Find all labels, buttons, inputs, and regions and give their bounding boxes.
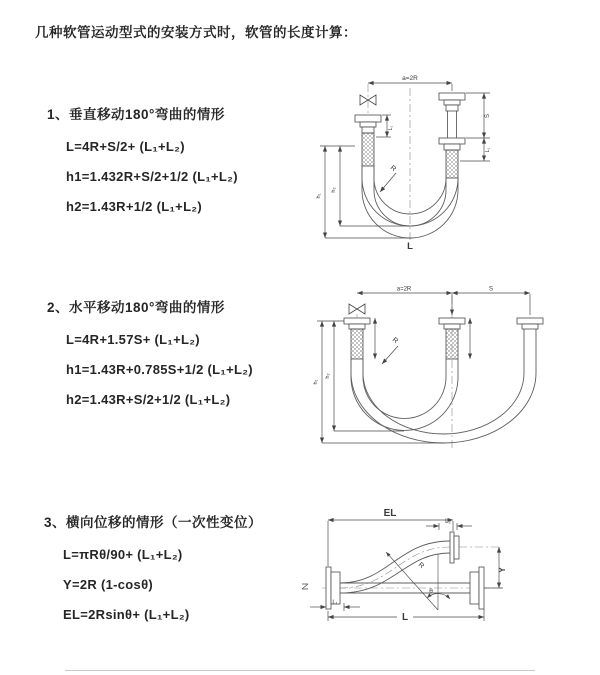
dim-label-h1: h₁ [316,193,322,199]
formula-line: EL=2Rsinθ+ (L₁+L₂) [63,607,190,622]
dim-label-r: R [416,561,426,571]
section-1-heading: 1、垂直移动180°弯曲的情形 [47,107,225,122]
section-1 [47,103,238,222]
formula-line: h2=1.43R+1/2 (L₁+L₂) [66,199,203,214]
dim-label-r: R [388,164,398,174]
fittings [344,318,543,359]
dim-label-a2r: a=2R [396,286,412,293]
dim-label-s: S [488,286,494,293]
diagram-vertical-180-bend [300,66,550,261]
dim-label-el: EL [383,508,397,519]
dimension-lines [320,83,490,238]
page-title: 几种软管运动型式的安装方式时，软管的长度计算： [35,25,357,40]
formula-line: L=4R+S/2+ (L₁+L₂) [66,139,185,154]
pipe-break-mark [302,584,308,589]
section-2 [47,296,253,415]
formula-line: L=πRθ/90+ (L₁+L₂) [63,547,183,562]
flanges [326,532,484,609]
formula-line: h1=1.43R+0.785S+1/2 (L₁+L₂) [66,362,253,377]
page-footer-rule [65,670,535,671]
section-2-formulas [47,325,253,415]
dim-label-theta: θ [429,588,433,595]
dim-label-l2: L₂ [445,519,451,525]
dimension-labels [313,287,493,385]
dim-label-h2: h₂ [331,187,337,193]
diagram-horizontal-180-bend [303,281,588,461]
dim-label-l: L [407,241,413,252]
section-3 [44,511,262,630]
formula-line: Y=2R (1-cosθ) [63,577,154,592]
dim-label-a2r: a=2R [402,75,418,82]
dim-label-s: S [485,113,491,119]
dim-label-l: L [401,612,409,623]
dimension-lines [317,293,530,443]
valve-icon [349,304,365,314]
dim-label-y: Y [498,567,507,573]
formula-line: L=4R+1.57S+ (L₁+L₂) [66,332,200,347]
section-3-heading: 3、横向位移的情形（一次性变位） [44,515,263,530]
dimension-lines [310,520,503,621]
dim-label-l1-left: L₁ [388,125,394,131]
dim-label-h1: h₁ [313,379,319,385]
formula-line: h2=1.43R+S/2+1/2 (L₁+L₂) [66,392,231,407]
hose-curves [351,329,536,443]
formula-line: h1=1.432R+S/2+1/2 (L₁+L₂) [66,169,238,184]
centerlines [357,296,452,451]
diagram-lateral-displacement [298,497,598,659]
section-2-heading: 2、水平移动180°弯曲的情形 [47,300,225,315]
dim-label-h2: h₂ [325,373,331,379]
dim-label-l1: L₁ [332,600,338,606]
section-1-formulas [47,132,238,222]
section-3-formulas [44,540,262,630]
dim-label-r: R [390,336,400,346]
dim-label-l1-right: L₁ [485,147,491,153]
